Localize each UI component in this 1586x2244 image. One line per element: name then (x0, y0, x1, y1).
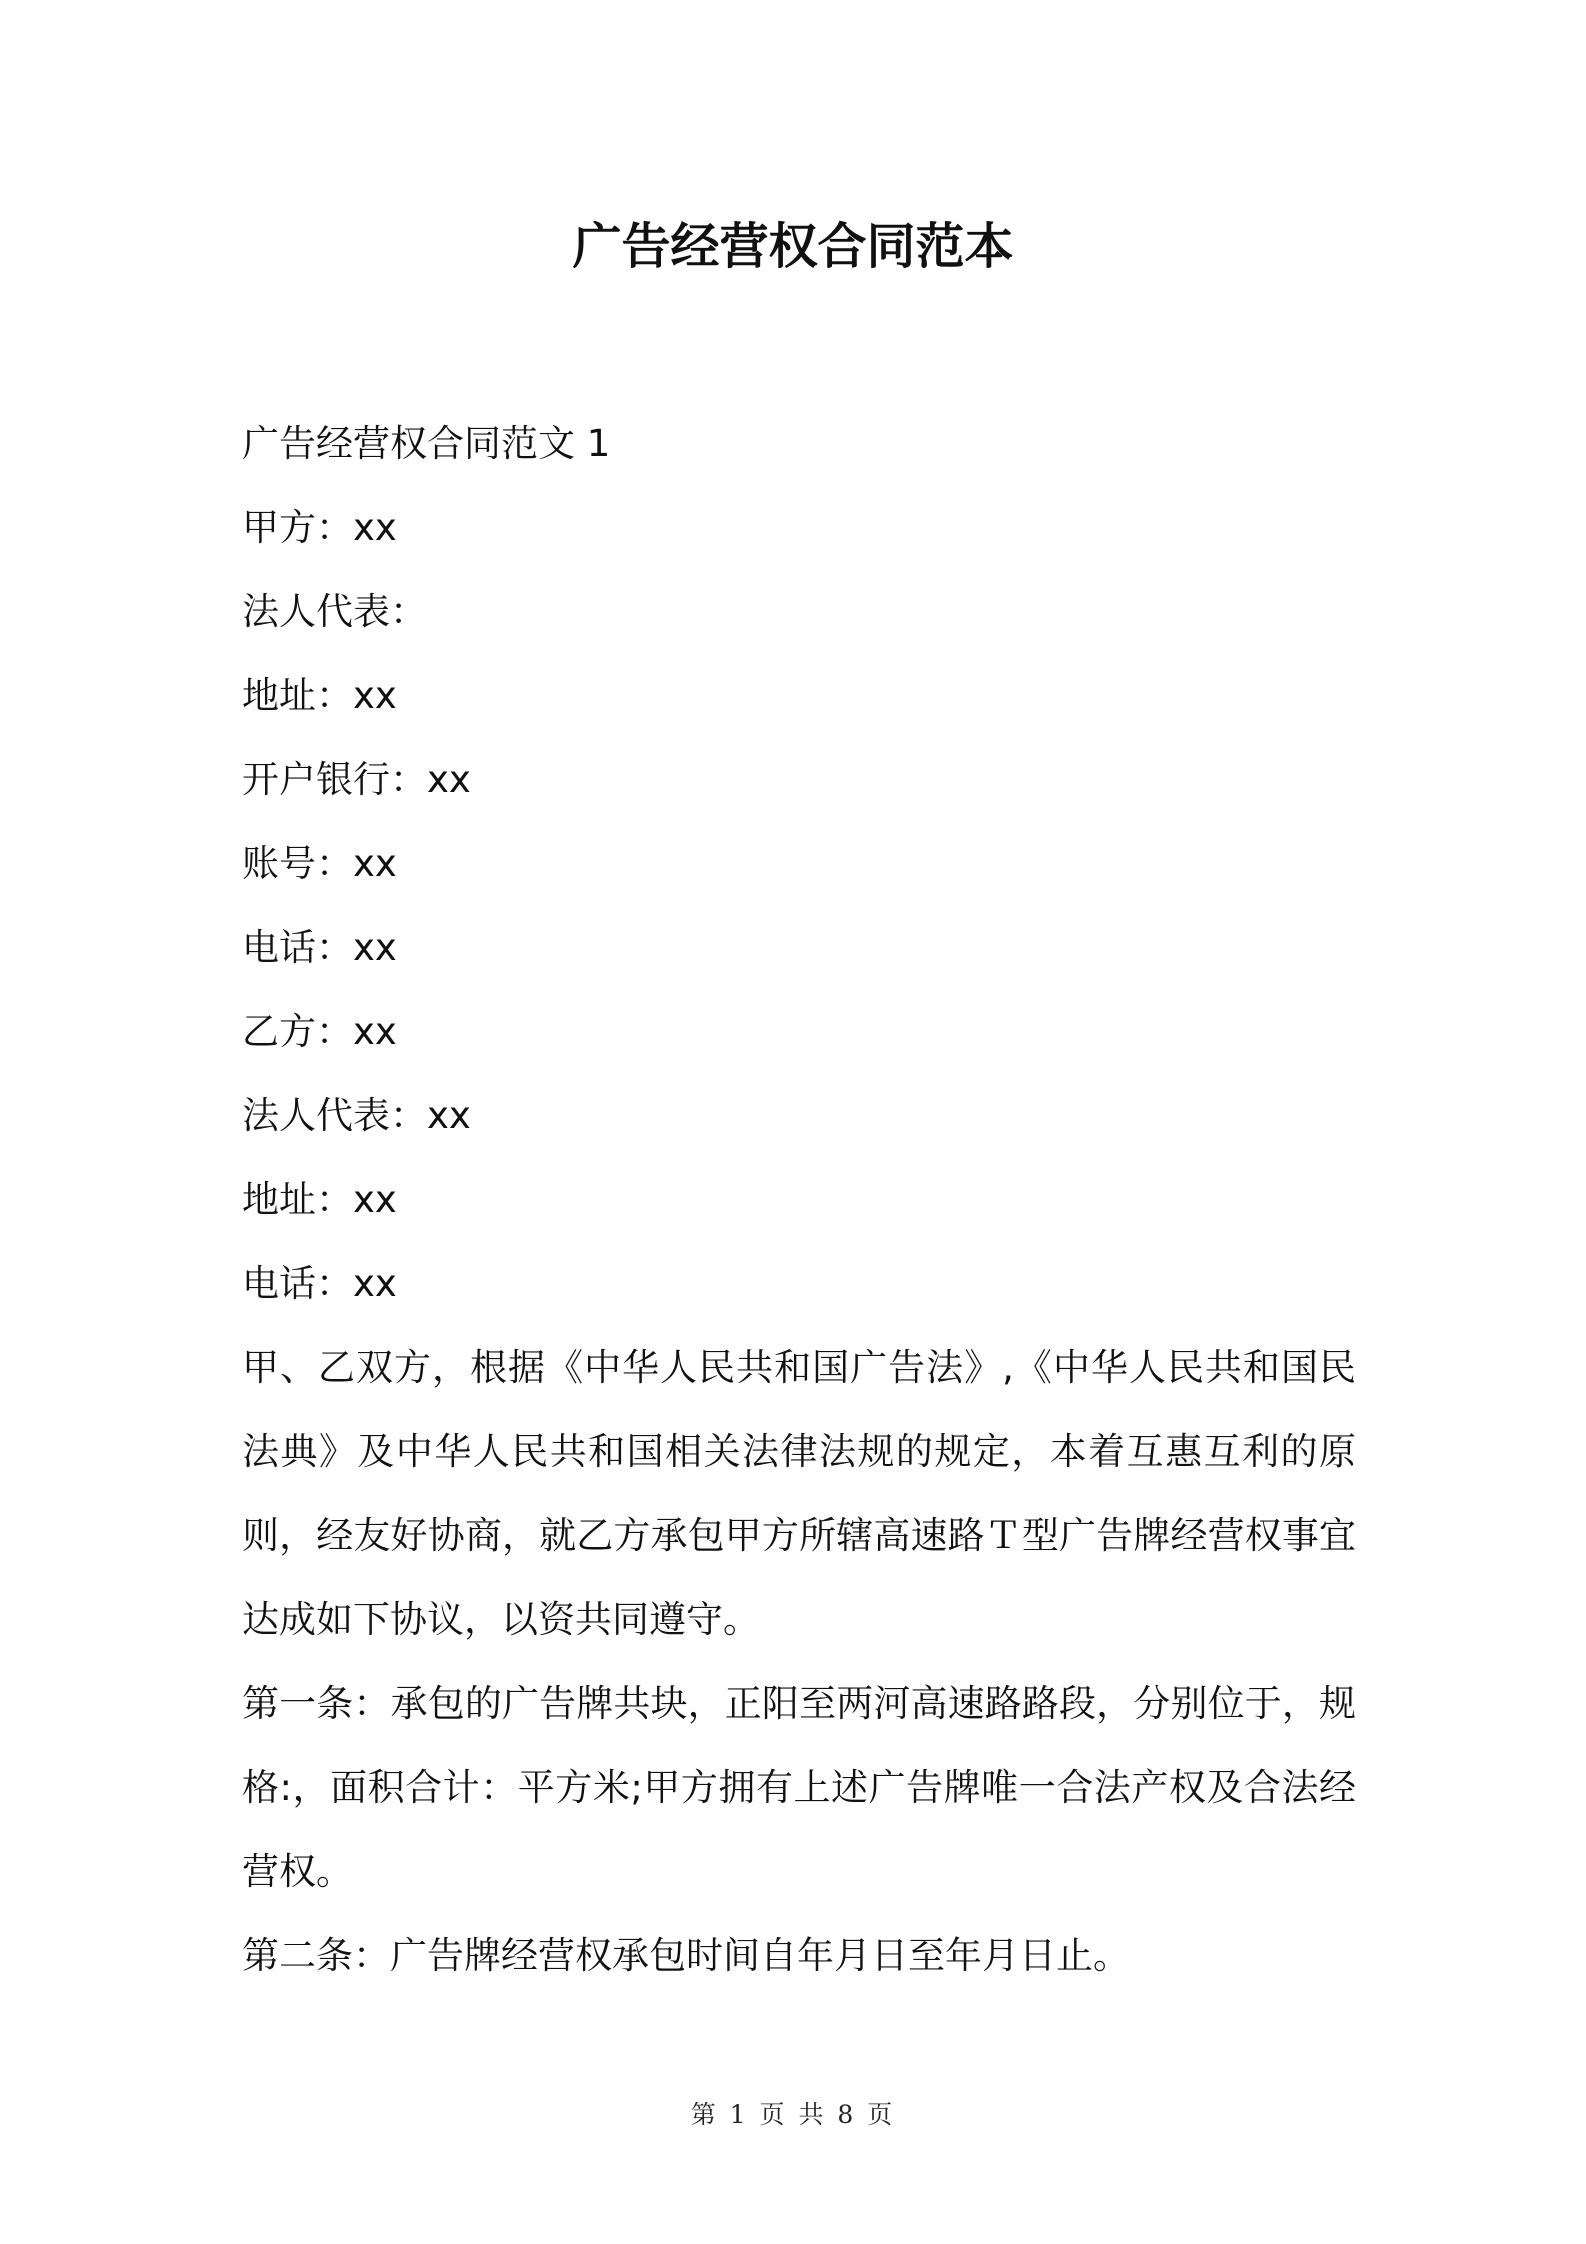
party-a-line: 甲方：xx (242, 506, 397, 549)
party-a-address-line: 地址：xx (242, 674, 397, 717)
article-one-paragraph: 第一条：承包的广告牌共块，正阳至两河高速路路段，分别位于，规格:，面积合计：平方米;甲方拥有上述广告牌唯一合法产权及合法经营权。 (242, 1682, 1356, 1893)
party-a-bank-line: 开户银行：xx (242, 758, 471, 801)
party-b-legal-rep-line: 法人代表：xx (242, 1094, 471, 1137)
party-b-phone-line: 电话：xx (242, 1262, 397, 1305)
document-title: 广告经营权合同范本 (572, 218, 1014, 275)
party-a-phone-line: 电话：xx (242, 926, 397, 969)
document-body (242, 402, 1356, 1998)
section-title: 广告经营权合同范文 1 (242, 422, 611, 465)
article-two-paragraph: 第二条：广告牌经营权承包时间自年月日至年月日止。 (242, 1934, 1130, 1977)
page-footer: 第 1 页 共 8 页 (690, 2100, 896, 2129)
party-b-line: 乙方：xx (242, 1010, 397, 1053)
party-b-address-line: 地址：xx (242, 1178, 397, 1221)
preamble-paragraph: 甲、乙双方，根据《中华人民共和国广告法》,《中华人民共和国民法典》及中华人民共和国相关法律法规的规定，本着互惠互利的原则，经友好协商，就乙方承包甲方所辖高速路Ｔ型广告牌经营权事宜达成如下协议，以资共同遵守。 (242, 1346, 1356, 1641)
party-a-legal-rep-line: 法人代表： (242, 590, 427, 633)
party-a-account-line: 账号：xx (242, 842, 397, 885)
